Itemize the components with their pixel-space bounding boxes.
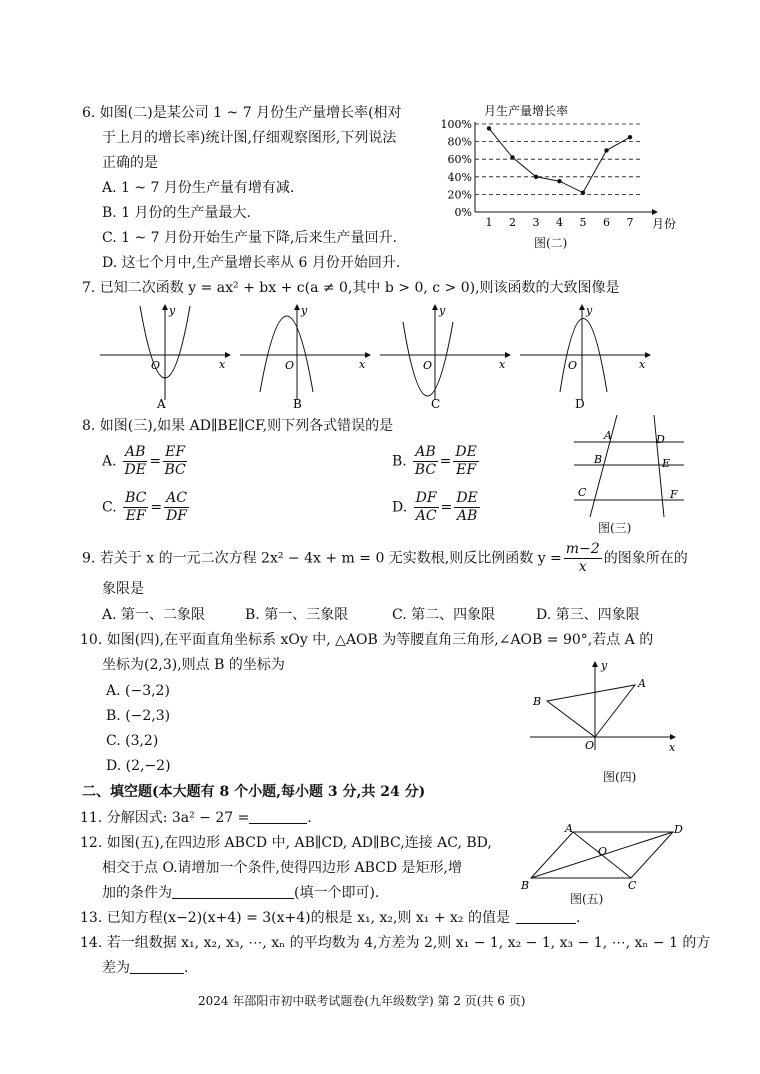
graph-a-x-label: x	[219, 358, 226, 371]
chart-y-tick-label: 20%	[447, 188, 472, 202]
fig5-label-b: B	[521, 879, 530, 890]
q8-stem: 8. 如图(三),如果 AD∥BE∥CF,则下列各式错误的是	[82, 418, 394, 434]
q9-option-a: A. 第一、二象限	[102, 607, 206, 623]
q10-stem-line2: 坐标为(2,3),则点 B 的坐标为	[102, 657, 285, 673]
q10-option-b: B. (−2,3)	[106, 708, 171, 724]
fig3-label-c: C	[578, 486, 587, 499]
figure4-coordinate-triangle	[525, 655, 685, 755]
q14-stem-line1: 14. 若一组数据 x₁, x₂, x₃, ⋯, xₙ 的平均数为 4,方差为 2,则 x₁ − 1, x₂ − 1, x₃ − 1, ⋯, xₙ − 1 的方	[80, 935, 711, 951]
figure3-parallel-lines	[568, 405, 698, 520]
graph-d-origin: O	[568, 359, 578, 372]
chart-data-point	[534, 175, 538, 179]
graph-d-y-label: y	[586, 304, 593, 317]
section2-heading: 二、填空题(本大题有 8 个小题,每小题 3 分,共 24 分)	[82, 784, 426, 800]
q11-answer-blank[interactable]	[249, 809, 307, 824]
chart-y-tick-label: 40%	[447, 170, 472, 184]
chart-data-point	[604, 148, 608, 152]
q6-option-c: C. 1 ~ 7 月份开始生产量下降,后来生产量回升.	[102, 230, 397, 246]
fig4-label-b: B	[533, 695, 542, 708]
graph-d	[520, 304, 651, 411]
chart-x-tick-label: 5	[579, 216, 587, 229]
graph-c	[380, 304, 511, 411]
q9-option-d: D. 第三、四象限	[536, 607, 640, 623]
graph-b-origin: O	[285, 359, 295, 372]
q7-stem: 7. 已知二次函数 y = ax² + bx + c(a ≠ 0,其中 b > 0, c > 0),则该函数的大致图像是	[82, 280, 620, 296]
q6-option-d: D. 这七个月中,生产量增长率从 6 月份开始回升.	[102, 255, 401, 271]
chart-x-tick-label: 4	[556, 216, 563, 229]
q10-option-a: A. (−3,2)	[106, 683, 170, 699]
graph-a	[100, 304, 231, 411]
q10-option-d: D. (2,−2)	[106, 758, 171, 774]
graph-c-y-label: y	[439, 304, 446, 317]
q9-option-c: C. 第二、四象限	[392, 607, 496, 623]
fig3-label-b: B	[594, 453, 603, 466]
figure5-parallelogram	[518, 820, 688, 890]
graph-d-x-label: x	[639, 358, 646, 371]
figure2-caption: 图(二)	[534, 236, 568, 250]
fig5-label-a: A	[565, 822, 573, 835]
graph-a-label: A	[157, 397, 166, 411]
chart-x-label: 月份	[652, 217, 677, 231]
chart-x-tick-label: 7	[626, 216, 634, 229]
chart-data-point	[487, 126, 491, 130]
chart-x-tick-label: 1	[485, 216, 493, 229]
fig4-label-o: O	[585, 739, 595, 752]
chart-title: 月生产量增长率	[484, 104, 569, 118]
chart-data-point	[510, 155, 514, 159]
q6-stem-line1: 6. 如图(二)是某公司 1 ~ 7 月份生产量增长率(相对	[82, 105, 402, 121]
chart-data-point	[557, 179, 561, 183]
chart-data-point	[628, 135, 632, 139]
q14-stem-line2: 差为 .	[102, 960, 189, 976]
q12-answer-blank[interactable]	[172, 884, 294, 899]
graph-a-origin: O	[151, 359, 161, 372]
fig3-label-d: D	[656, 433, 665, 446]
figure3-caption: 图(三)	[598, 521, 632, 535]
q12-stem-line3: 加的条件为 (填一个即可).	[102, 885, 380, 901]
graph-a-y-label: y	[169, 304, 176, 317]
q6-option-a: A. 1 ~ 7 月份生产量有增有减.	[102, 180, 295, 196]
fig5-label-o: O	[598, 845, 608, 858]
q8-option-d: D. $\frac{DF}{AC}$ = $\frac{DE}{AB}$	[392, 490, 478, 524]
q8-option-b: B. $\frac{AB}{BC}$ = $\frac{DE}{EF}$	[392, 444, 477, 478]
q9-option-b: B. 第一、三象限	[245, 607, 349, 623]
graph-b-label: B	[293, 397, 302, 411]
q12-stem-line2: 相交于点 O.请增加一个条件,使得四边形 ABCD 是矩形,增	[102, 860, 462, 876]
q6-stem-line2: 于上月的增长率)统计图,仔细观察图形,下列说法	[102, 130, 397, 146]
page-footer: 2024 年邵阳市初中联考试题卷(九年级数学) 第 2 页(共 6 页)	[198, 994, 526, 1008]
q8-option-c: C. $\frac{BC}{EF}$ = $\frac{AC}{DF}$	[102, 490, 188, 524]
figure4-caption: 图(四)	[603, 770, 637, 784]
chart-data-point	[581, 190, 585, 194]
growth-rate-line-chart	[440, 100, 690, 250]
chart-x-tick-label: 6	[603, 216, 610, 229]
q10-stem-line1: 10. 如图(四),在平面直角坐标系 xOy 中, △AOB 为等腰直角三角形,∠AOB = 90°,若点 A 的	[80, 632, 654, 648]
chart-x-tick-label: 2	[509, 216, 516, 229]
graph-b	[240, 304, 371, 411]
q9-stem-line1: 9. 若关于 x 的一元二次方程 2x² − 4x + m = 0 无实数根,则反比例函数 y = $\frac{m-2}{x}$ 的图象所在的	[82, 541, 688, 575]
fig5-label-c: C	[628, 879, 637, 890]
chart-y-tick-label: 0%	[454, 206, 472, 219]
q14-answer-blank[interactable]	[130, 959, 184, 974]
q11: 11. 分解因式: 3a² − 27 = .	[80, 810, 312, 826]
fig3-label-e: E	[662, 457, 671, 470]
fig4-label-y: y	[601, 659, 608, 672]
q7-graphs	[95, 300, 715, 415]
graph-b-y-label: y	[301, 304, 308, 317]
q6-stem-line3: 正确的是	[102, 155, 158, 171]
fig4-label-x: x	[669, 741, 676, 754]
q10-option-c: C. (3,2)	[106, 733, 159, 749]
q9-stem-line2: 象限是	[102, 581, 144, 597]
fig5-label-d: D	[674, 823, 683, 836]
graph-c-origin: O	[423, 359, 433, 372]
graph-b-x-label: x	[359, 358, 366, 371]
fig3-label-f: F	[670, 488, 678, 501]
chart-y-tick-label: 80%	[447, 135, 472, 149]
q13: 13. 已知方程(x−2)(x+4) = 3(x+4)的根是 x₁, x₂,则 x₁ + x₂ 的值是 .	[80, 910, 581, 926]
q8-option-a: A. $\frac{AB}{DE}$ = $\frac{EF}{BC}$	[102, 444, 186, 478]
figure5-caption: 图(五)	[570, 892, 604, 906]
q6-option-b: B. 1 月份的生产量最大.	[102, 205, 251, 221]
fig3-label-a: A	[604, 429, 612, 442]
chart-x-arrow	[652, 209, 658, 215]
chart-y-tick-label: 60%	[447, 153, 472, 167]
chart-x-tick-label: 3	[532, 216, 540, 229]
q12-stem-line1: 12. 如图(五),在四边形 ABCD 中, AB∥CD, AD∥BC,连接 AC, BD,	[80, 835, 492, 851]
fig4-label-a: A	[638, 677, 646, 690]
q13-answer-blank[interactable]	[516, 909, 576, 924]
graph-c-x-label: x	[499, 358, 506, 371]
graph-c-label: C	[431, 397, 441, 411]
chart-y-tick-label: 100%	[440, 118, 472, 131]
graph-d-label: D	[575, 397, 585, 411]
